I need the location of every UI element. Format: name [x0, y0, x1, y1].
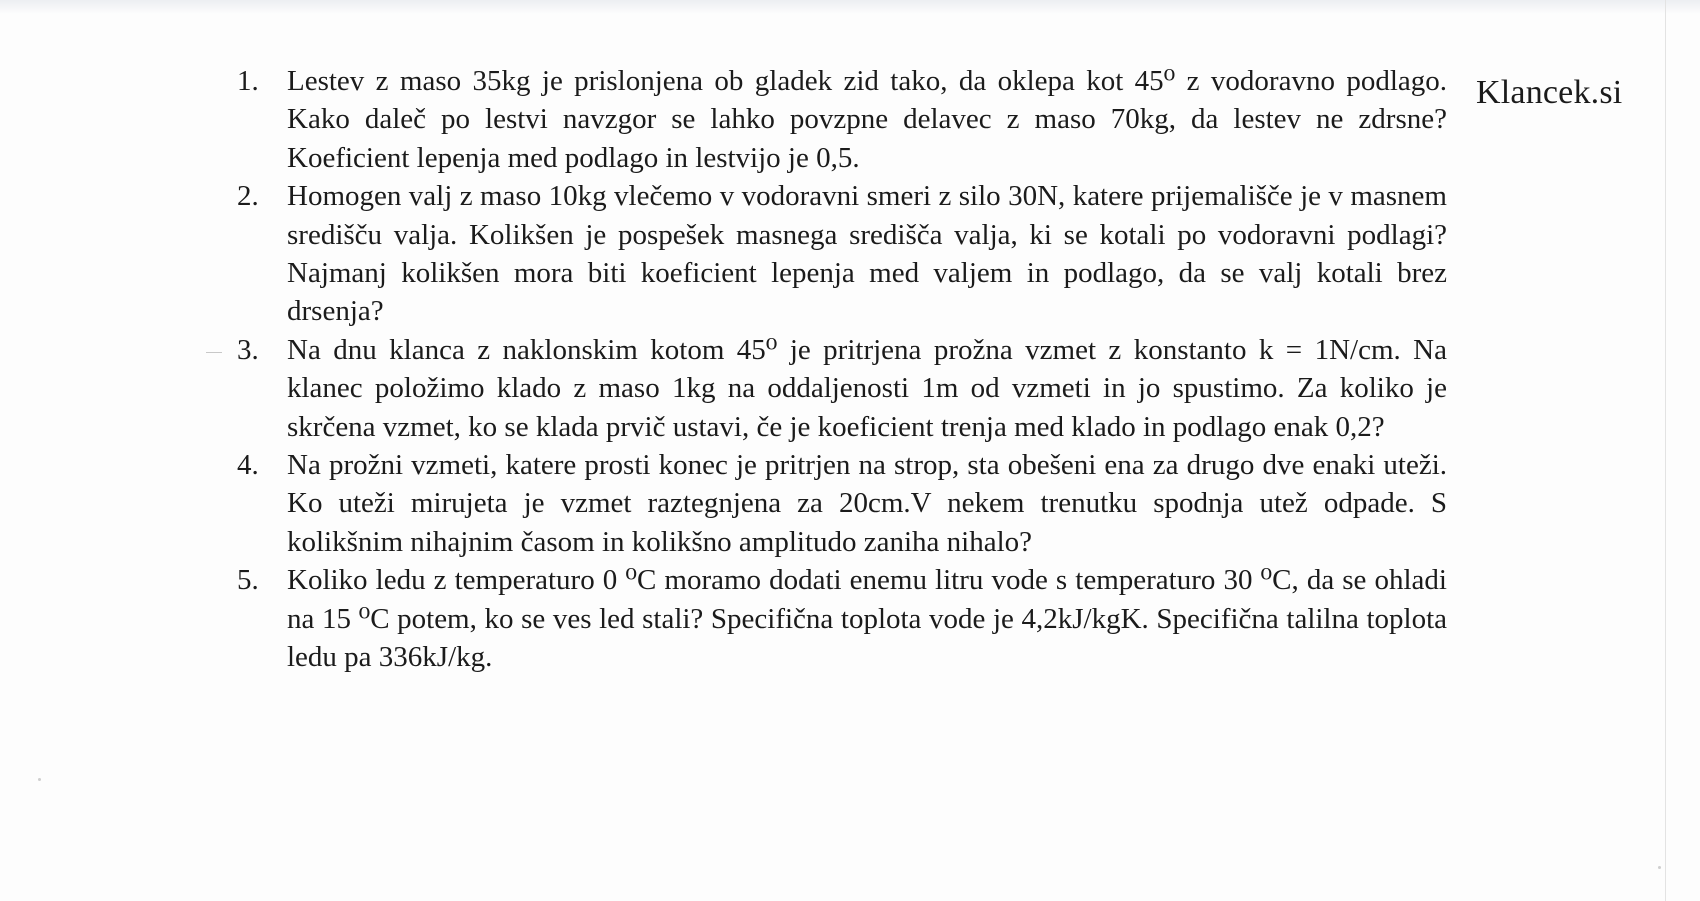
problem-text: Homogen valj z maso 10kg vlečemo v vodoravni smeri z silo 30N, katere prijemališče je v masnem središču valja. Kolikšen je pospešek masnega središča valja, ki se kotali po vodoravni podlagi? Najmanj kolikšen mora biti koeficient lepenja med valjem in podlago, da se valj kotali brez drsenja?: [287, 180, 1447, 328]
scan-top-shade: [0, 0, 1700, 14]
problem-item: [237, 62, 1447, 177]
problem-item: [237, 446, 1447, 561]
problem-number: 2.: [237, 180, 259, 213]
problem-item: [237, 561, 1447, 676]
problem-number: 1.: [237, 65, 259, 97]
site-watermark: Klancek.si: [1476, 74, 1623, 111]
scan-mark: [206, 352, 222, 353]
problem-text: Lestev z maso 35kg je prislonjena ob gladek zid tako, da oklepa kot 45⁰ z vodoravno podlago. Kako daleč po lestvi navzgor se lahko povzpne delavec z maso 70kg, da lestev ne zdrsne? Koeficient lepenja med podlago in lestvijo je 0,5.: [287, 65, 1447, 174]
problem-list: [237, 62, 1447, 677]
scan-speck: [38, 778, 41, 781]
problem-text: Koliko ledu z temperaturo 0 ⁰C moramo dodati enemu litru vode s temperaturo 30 ⁰C, da se ohladi na 15 ⁰C potem, ko se ves led stali? Specifična toplota vode je 4,2kJ/kgK. Specifična talilna toplota ledu pa 336kJ/kg.: [287, 564, 1447, 674]
problem-number: 3.: [237, 333, 259, 366]
problem-number: 5.: [237, 564, 259, 597]
problem-text: Na dnu klanca z naklonskim kotom 45⁰ je pritrjena prožna vzmet z konstanto k = 1N/cm. Na klanec položimo klado z maso 1kg na oddaljenosti 1m od vzmeti in jo spustimo. Za koliko je skrčena vzmet, ko se klada prvič ustavi, če je koeficient trenja med klado in podlago enak 0,2?: [287, 333, 1447, 443]
scan-right-edge: [1665, 0, 1666, 901]
problem-number: 4.: [237, 449, 259, 482]
problem-item: [237, 331, 1447, 446]
scan-speck: [1658, 866, 1661, 869]
problem-text: Na prožni vzmeti, katere prosti konec je pritrjen na strop, sta obešeni ena za drugo dve enaki uteži. Ko uteži mirujeta je vzmet raztegnjena za 20cm.V nekem trenutku spodnja utež odpade. S kolikšnim nihajnim časom in kolikšno amplitudo zaniha nihalo?: [287, 449, 1447, 558]
problem-item: [237, 177, 1447, 331]
